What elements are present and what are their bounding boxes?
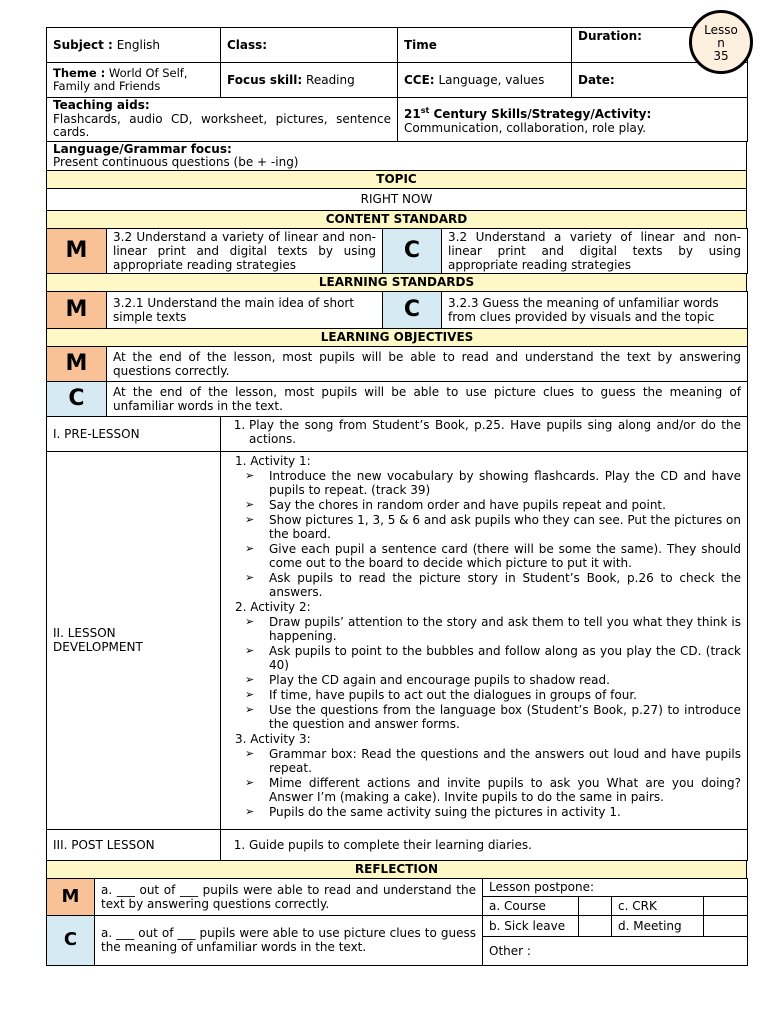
lesson-plan-sheet <box>46 27 747 966</box>
objective-c-badge: C <box>47 381 107 416</box>
postpone-checkbox-meeting[interactable] <box>704 915 748 936</box>
postpone-label: Lesson postpone: <box>483 878 748 896</box>
reflection-heading-table <box>46 860 747 879</box>
reflection-table <box>46 878 748 966</box>
postpone-checkbox-crk[interactable] <box>704 896 748 915</box>
reflection-c-badge: C <box>47 915 95 965</box>
pre-lesson-content <box>221 416 748 451</box>
language-focus-cell: Language/Grammar focus: Present continuous questions (be + -ing) <box>47 141 747 170</box>
learning-standard-m-text: 3.2.1 Understand the main idea of short simple texts <box>107 291 383 328</box>
lesson-number-badge <box>689 10 753 74</box>
list-item: ➢ Use the questions from the language box (Student’s Book, p.27) to introduce the question and answer forms. <box>269 703 741 731</box>
header-table <box>46 27 748 98</box>
postpone-other: Other : <box>483 936 748 965</box>
list-item: ➢ Play the CD again and encourage pupils to shadow read. <box>269 673 741 687</box>
subject-cell: Subject : English <box>47 28 221 63</box>
learning-standard-c-badge: C <box>383 291 442 328</box>
reflection-c-text: a. ___ out of ___ pupils were able to use picture clues to guess the meaning of unfamiliar words in the text. <box>95 915 483 965</box>
post-lesson-label: III. POST LESSON <box>47 829 221 860</box>
lesson-badge-line2: n <box>717 36 725 50</box>
content-standard-heading: CONTENT STANDARD <box>47 210 747 228</box>
list-item: ➢ Show pictures 1, 3, 5 & 6 and ask pupils who they can see. Put the pictures on the board. <box>269 513 741 541</box>
postpone-option-crk: c. CRK <box>612 896 704 915</box>
list-item: ➢ Ask pupils to read the picture story in Student’s Book, p.26 to check the answers. <box>269 571 741 599</box>
activity3-list <box>227 747 741 819</box>
objective-c-text: At the end of the lesson, most pupils will be able to use picture clues to guess the meaning of unfamiliar words in the text. <box>107 381 748 416</box>
class-cell: Class: <box>221 28 398 63</box>
learning-standards-heading: LEARNING STANDARDS <box>47 273 747 291</box>
time-cell: Time <box>398 28 572 63</box>
learning-standards-table <box>46 291 748 329</box>
activity2-list <box>227 615 741 731</box>
topic-heading: TOPIC <box>47 170 747 188</box>
list-item: ➢ Give each pupil a sentence card (there will be some the same). They should come out to the board to decide which picture to put it with. <box>269 542 741 570</box>
reflection-m-text: a. ___ out of ___ pupils were able to read and understand the text by answering questions correctly. <box>95 878 483 915</box>
activity2-title: 2. Activity 2: <box>235 599 311 614</box>
reflection-m-badge: M <box>47 878 95 915</box>
lesson-badge-line1: Lesso <box>704 23 738 37</box>
duration-cell: Duration: <box>572 28 748 63</box>
subject-value: English <box>116 38 161 52</box>
postpone-option-sick-leave: b. Sick leave <box>483 915 579 936</box>
century-skills-cell: 21st Century Skills/Strategy/Activity: Communication, collaboration, role play. <box>398 98 748 142</box>
development-label: II. LESSON DEVELOPMENT <box>47 451 221 829</box>
development-content <box>221 451 748 829</box>
activity3-title: 3. Activity 3: <box>235 731 311 746</box>
pre-lesson-label: I. PRE-LESSON <box>47 416 221 451</box>
content-standard-m-badge: M <box>47 228 107 273</box>
learning-objectives-table <box>46 328 748 417</box>
lesson-badge-number: 35 <box>713 49 729 63</box>
list-item: ➢ Introduce the new vocabulary by showing flashcards. Play the CD and have pupils to repeat. (track 39) <box>269 469 741 497</box>
list-item: ➢ Grammar box: Read the questions and the answers out loud and have pupils repeat. <box>269 747 741 775</box>
content-standard-c-badge: C <box>383 228 442 273</box>
activity1-title: 1. Activity 1: <box>235 453 311 468</box>
pre-lesson-item: 1. Play the song from Student’s Book, p.25. Have pupils sing along and/or do the actions. <box>249 418 741 446</box>
date-cell: Date: <box>572 63 748 98</box>
content-standard-table <box>46 228 748 274</box>
learning-standard-c-text: 3.2.3 Guess the meaning of unfamiliar words from clues provided by visuals and the topic <box>442 291 748 328</box>
focus-skill-cell: Focus skill: Reading <box>221 63 398 98</box>
learning-objectives-heading: LEARNING OBJECTIVES <box>47 328 748 346</box>
teaching-aids-cell: Teaching aids: Flashcards, audio CD, worksheet, pictures, sentence cards. <box>47 98 398 142</box>
list-item: ➢ If time, have pupils to act out the dialogues in groups of four. <box>269 688 741 702</box>
objective-m-badge: M <box>47 346 107 381</box>
aids-table <box>46 97 748 142</box>
list-item: ➢ Pupils do the same activity suing the pictures in activity 1. <box>269 805 741 819</box>
learning-standard-m-badge: M <box>47 291 107 328</box>
content-standard-c-text: 3.2 Understand a variety of linear and non-linear print and digital texts by using appropriate reading strategies <box>442 228 748 273</box>
list-item: ➢ Mime different actions and invite pupils to ask you What are you doing? Answer I’m (making a cake). Invite pupils to do the same in pairs. <box>269 776 741 804</box>
topic-value: RIGHT NOW <box>47 188 747 210</box>
content-standard-m-text: 3.2 Understand a variety of linear and non-linear print and digital texts by using appropriate reading strategies <box>107 228 383 273</box>
list-item: ➢ Ask pupils to point to the bubbles and follow along as you play the CD. (track 40) <box>269 644 741 672</box>
objective-m-text: At the end of the lesson, most pupils will be able to read and understand the text by answering questions correctly. <box>107 346 748 381</box>
postpone-option-meeting: d. Meeting <box>612 915 704 936</box>
language-focus-table <box>46 141 747 229</box>
postpone-option-course: a. Course <box>483 896 579 915</box>
lesson-stages-table <box>46 416 748 861</box>
post-lesson-item: 1. Guide pupils to complete their learning diaries. <box>249 838 741 852</box>
learning-standards-heading-table <box>46 273 747 292</box>
theme-cell: Theme : World Of Self, Family and Friends <box>47 63 221 98</box>
cce-cell: CCE: Language, values <box>398 63 572 98</box>
reflection-heading: REFLECTION <box>47 860 747 878</box>
activity1-list <box>227 469 741 599</box>
list-item: ➢ Say the chores in random order and have pupils repeat and point. <box>269 498 741 512</box>
postpone-checkbox-sick-leave[interactable] <box>579 915 612 936</box>
post-lesson-content <box>221 829 748 860</box>
list-item: ➢ Draw pupils’ attention to the story and ask them to tell you what they think is happening. <box>269 615 741 643</box>
postpone-checkbox-course[interactable] <box>579 896 612 915</box>
